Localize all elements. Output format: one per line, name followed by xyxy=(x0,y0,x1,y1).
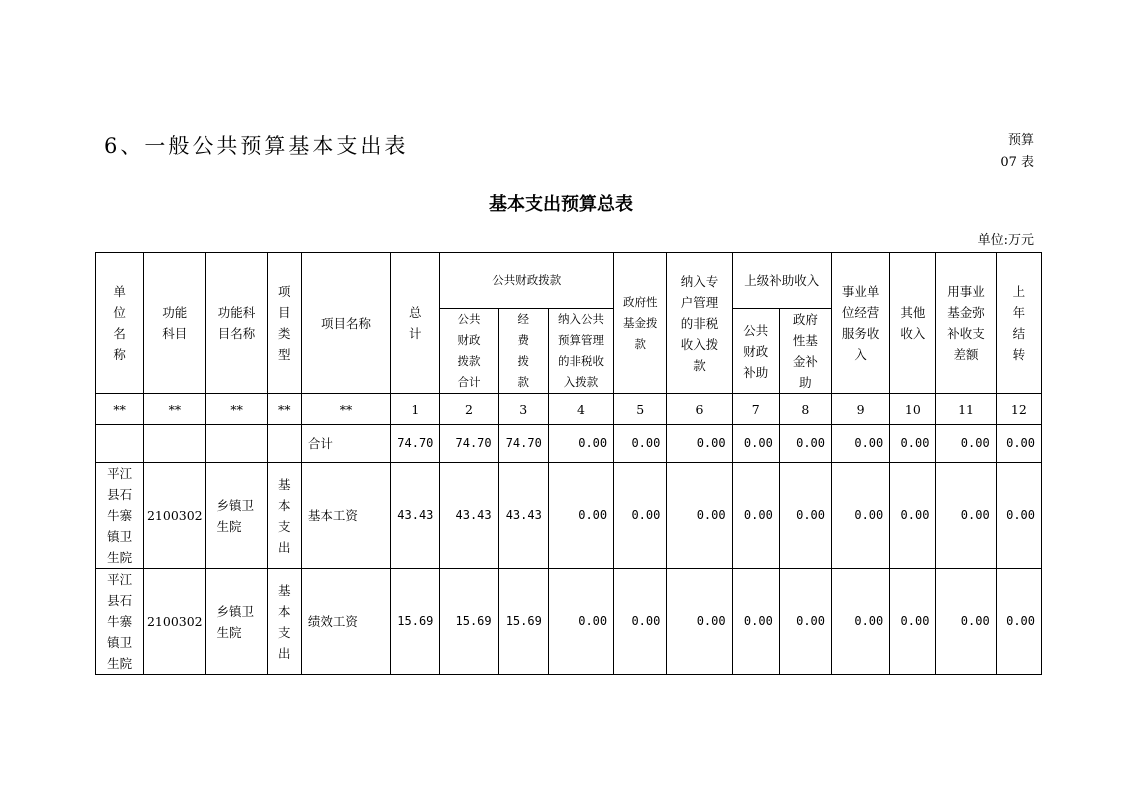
project-name-cell: 基本工资 xyxy=(301,463,390,569)
table-number-line1: 预算 xyxy=(1007,133,1034,148)
empty-cell xyxy=(144,425,206,463)
value-cell: 0.00 xyxy=(732,463,779,569)
total-value: 0.00 xyxy=(667,425,732,463)
table-number-line2: 07 表 xyxy=(1000,155,1034,170)
value-cell: 15.69 xyxy=(391,569,440,675)
empty-cell xyxy=(96,425,144,463)
col-header-gov-fund-subsidy: 政府性基金补助 xyxy=(779,309,831,394)
index-cell: 1 xyxy=(391,394,440,425)
project-type-cell: 基本支出 xyxy=(267,463,301,569)
value-cell: 0.00 xyxy=(996,569,1041,675)
col-header-budget-nontax: 纳入公共预算管理的非税收入拨款 xyxy=(548,309,613,394)
col-header-superior-subsidy: 上级补助收入 xyxy=(732,253,831,309)
value-cell: 0.00 xyxy=(779,463,831,569)
total-value: 0.00 xyxy=(614,425,667,463)
value-cell: 43.43 xyxy=(440,463,498,569)
col-header-other-income: 其他收入 xyxy=(890,253,936,394)
func-subject-name-cell: 乡镇卫生院 xyxy=(206,569,267,675)
col-header-unit-name: 单位名称 xyxy=(96,253,144,394)
value-cell: 0.00 xyxy=(890,463,936,569)
index-cell: 7 xyxy=(732,394,779,425)
value-cell: 43.43 xyxy=(498,463,548,569)
index-cell: 10 xyxy=(890,394,936,425)
col-header-expense-alloc: 经费拨款 xyxy=(498,309,548,394)
value-cell: 0.00 xyxy=(548,463,613,569)
col-header-gov-fund: 政府性基金拨款 xyxy=(614,253,667,394)
total-value: 0.00 xyxy=(779,425,831,463)
data-rows xyxy=(96,463,1042,675)
col-header-project-type: 项目类型 xyxy=(267,253,301,394)
col-header-special-nontax: 纳入专户管理的非税收入拨款 xyxy=(667,253,732,394)
total-row xyxy=(96,425,1042,463)
total-value: 0.00 xyxy=(548,425,613,463)
unit-label: 单位:万元 xyxy=(977,233,1034,248)
index-cell: 5 xyxy=(614,394,667,425)
total-value: 0.00 xyxy=(832,425,890,463)
value-cell: 0.00 xyxy=(667,463,732,569)
col-header-public-finance: 公共财政拨款 xyxy=(440,253,614,309)
index-cell: 12 xyxy=(996,394,1041,425)
index-cell: 6 xyxy=(667,394,732,425)
index-cell: 8 xyxy=(779,394,831,425)
value-cell: 43.43 xyxy=(391,463,440,569)
col-header-last-year: 上年结转 xyxy=(996,253,1041,394)
col-header-public-finance-total: 公共财政拨款合计 xyxy=(440,309,498,394)
value-cell: 0.00 xyxy=(667,569,732,675)
index-cell: 3 xyxy=(498,394,548,425)
col-header-total: 总计 xyxy=(391,253,440,394)
func-subject-name-cell: 乡镇卫生院 xyxy=(206,463,267,569)
empty-cell xyxy=(267,425,301,463)
col-header-fund-offset: 用事业基金弥补收支差额 xyxy=(936,253,996,394)
col-header-public-finance-subsidy: 公共财政补助 xyxy=(732,309,779,394)
budget-table xyxy=(95,252,1042,675)
value-cell: 0.00 xyxy=(779,569,831,675)
index-cell: ** xyxy=(301,394,390,425)
value-cell: 0.00 xyxy=(832,463,890,569)
value-cell: 0.00 xyxy=(936,463,996,569)
value-cell: 0.00 xyxy=(890,569,936,675)
project-type-cell: 基本支出 xyxy=(267,569,301,675)
value-cell: 0.00 xyxy=(732,569,779,675)
col-header-func-subject: 功能科目 xyxy=(144,253,206,394)
total-value: 0.00 xyxy=(996,425,1041,463)
table-row xyxy=(96,463,1042,569)
total-value: 0.00 xyxy=(732,425,779,463)
value-cell: 0.00 xyxy=(936,569,996,675)
value-cell: 15.69 xyxy=(440,569,498,675)
total-value: 0.00 xyxy=(890,425,936,463)
unit-name-cell: 平江县石牛寨镇卫生院 xyxy=(96,569,144,675)
col-header-func-subject-name: 功能科目名称 xyxy=(206,253,267,394)
table-number xyxy=(1000,130,1034,174)
index-cell: ** xyxy=(267,394,301,425)
index-cell: 4 xyxy=(548,394,613,425)
document-title: 6、一般公共预算基本支出表 xyxy=(104,134,409,158)
total-value: 74.70 xyxy=(498,425,548,463)
index-cell: 11 xyxy=(936,394,996,425)
value-cell: 0.00 xyxy=(548,569,613,675)
value-cell: 0.00 xyxy=(614,463,667,569)
col-header-business-income: 事业单位经营服务收入 xyxy=(832,253,890,394)
func-subject-cell: 2100302 xyxy=(144,463,206,569)
table-title: 基本支出预算总表 xyxy=(489,194,633,215)
total-label: 合计 xyxy=(301,425,390,463)
index-cell: ** xyxy=(144,394,206,425)
index-cell: ** xyxy=(96,394,144,425)
col-header-project-name: 项目名称 xyxy=(301,253,390,394)
value-cell: 0.00 xyxy=(832,569,890,675)
index-cell: ** xyxy=(206,394,267,425)
value-cell: 15.69 xyxy=(498,569,548,675)
unit-name-cell: 平江县石牛寨镇卫生院 xyxy=(96,463,144,569)
func-subject-cell: 2100302 xyxy=(144,569,206,675)
header-row-1 xyxy=(96,253,1042,309)
value-cell: 0.00 xyxy=(614,569,667,675)
total-value: 0.00 xyxy=(936,425,996,463)
value-cell: 0.00 xyxy=(996,463,1041,569)
empty-cell xyxy=(206,425,267,463)
total-value: 74.70 xyxy=(391,425,440,463)
table-row xyxy=(96,569,1042,675)
project-name-cell: 绩效工资 xyxy=(301,569,390,675)
index-cell: 2 xyxy=(440,394,498,425)
index-row xyxy=(96,394,1042,425)
total-value: 74.70 xyxy=(440,425,498,463)
index-cell: 9 xyxy=(832,394,890,425)
